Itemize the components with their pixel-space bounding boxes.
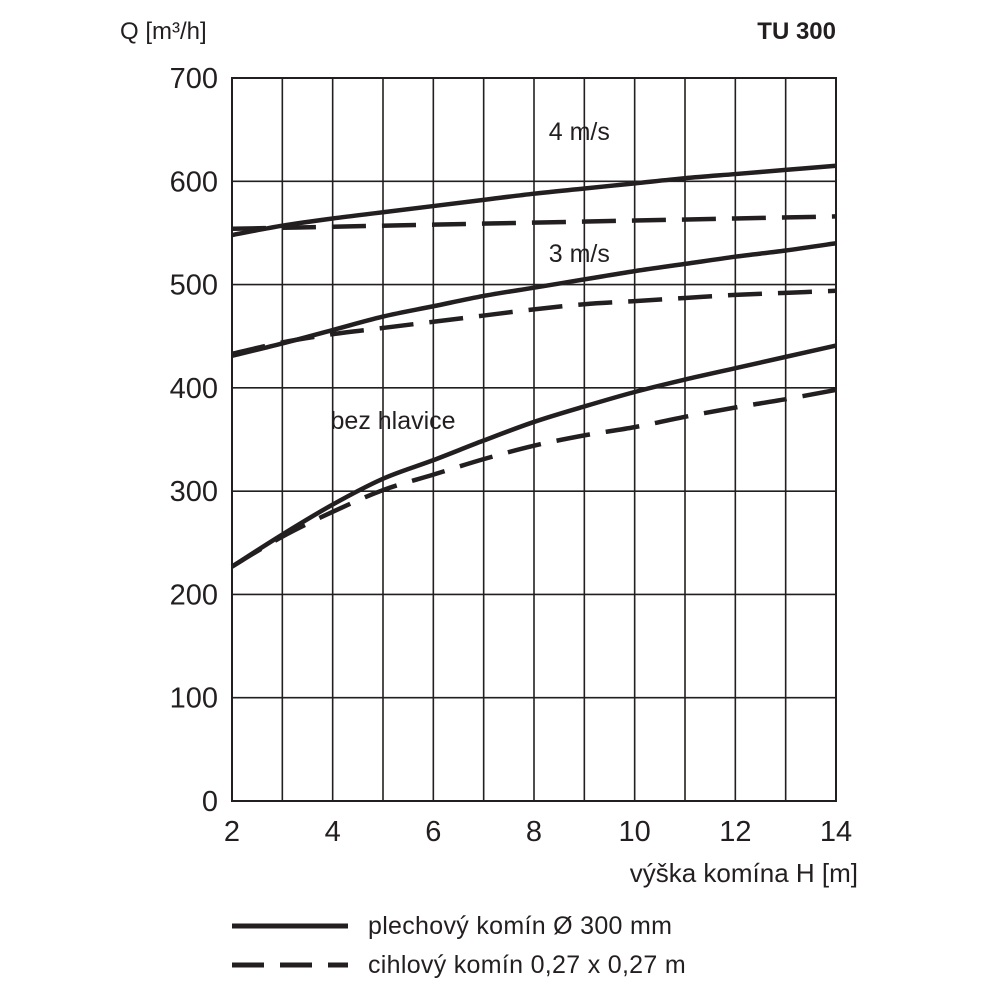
x-tick-label: 4 — [324, 816, 341, 848]
annotation-label: 4 m/s — [548, 117, 610, 146]
x-tick-label: 2 — [223, 816, 241, 848]
y-axis-title: Q [m³/h] — [120, 18, 207, 45]
y-tick-label: 300 — [169, 476, 218, 509]
legend-entry-dashed — [232, 947, 686, 983]
annotation-label: bez hlavice — [330, 407, 456, 436]
x-tick-label: 14 — [819, 816, 853, 848]
x-axis-title: výška komína H [m] — [629, 858, 858, 888]
y-tick-label: 400 — [169, 372, 218, 405]
y-tick-label: 700 — [169, 63, 218, 95]
annotation-label: 3 m/s — [548, 239, 610, 268]
y-tick-label: 600 — [169, 166, 218, 199]
y-tick-label: 100 — [169, 682, 218, 715]
chart-title: TU 300 — [757, 18, 836, 45]
x-tick-label: 6 — [425, 816, 442, 848]
x-tick-label: 10 — [618, 816, 651, 848]
x-tick-label: 8 — [525, 816, 543, 848]
legend-solid-swatch — [232, 908, 348, 944]
legend-dashed-swatch — [232, 947, 348, 983]
x-tick-label: 12 — [719, 816, 752, 848]
legend-label-solid: plechový komín Ø 300 mm — [368, 911, 673, 940]
y-tick-label: 500 — [169, 269, 218, 302]
y-tick-label: 200 — [169, 579, 218, 612]
y-tick-label: 0 — [201, 786, 218, 818]
grid — [232, 78, 836, 801]
legend-label-dashed: cihlový komín 0,27 x 0,27 m — [368, 950, 686, 979]
legend-entry-solid — [232, 908, 672, 944]
